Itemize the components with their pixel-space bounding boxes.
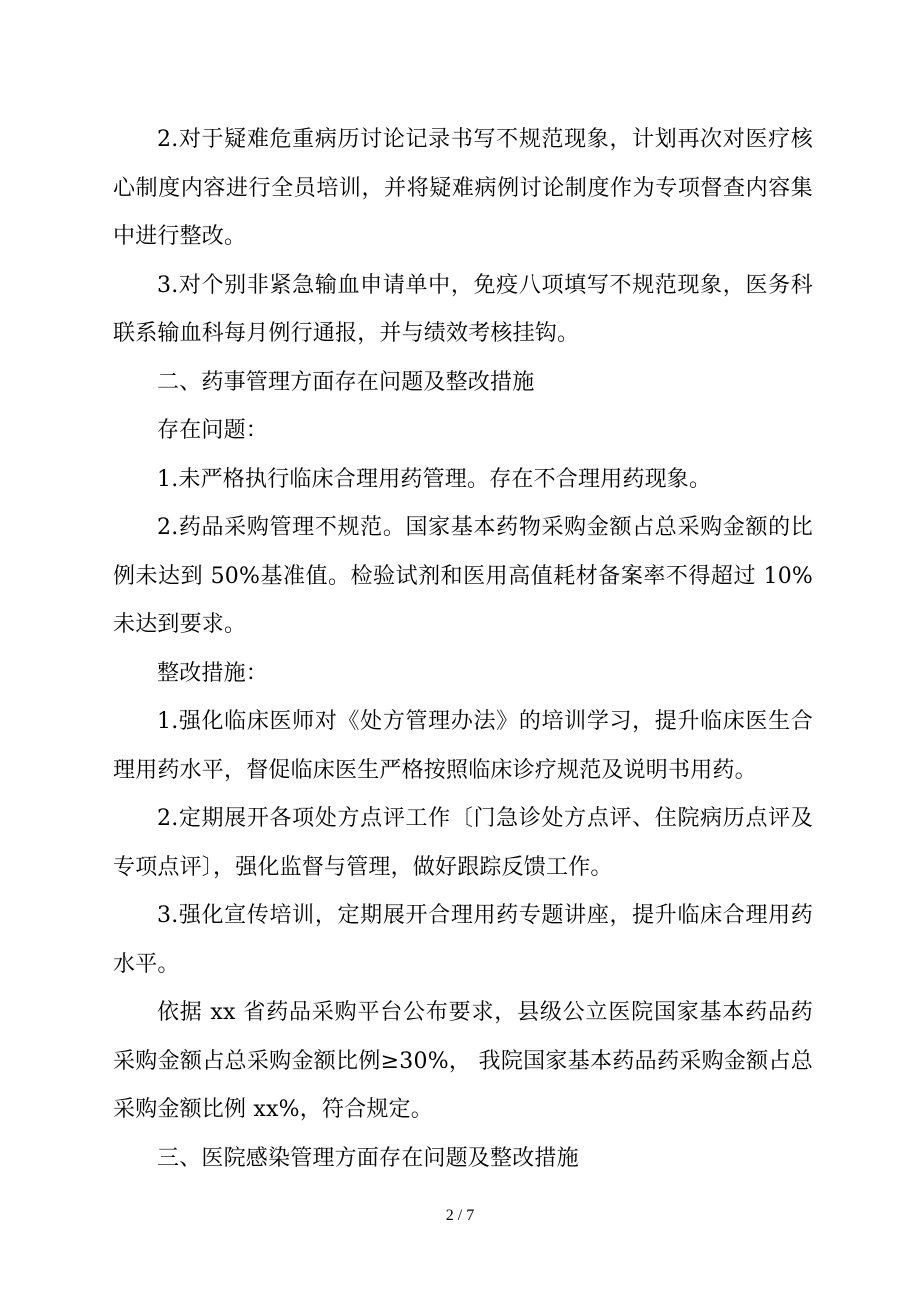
paragraph-2: 3.对个别非紧急输血申请单中，免疫八项填写不规范现象，医务科联系输血科每月例行通报，并与绩效考核挂钩。	[113, 272, 813, 346]
paragraph-7: 3.强化宣传培训，定期展开合理用药专题讲座，提升临床合理用药水平。	[113, 903, 813, 977]
paragraph-5: 1.强化临床医师对《处方管理办法》的培训学习，提升临床医生合理用药水平，督促临床医生严格按照临床诊疗规范及说明书用药。	[113, 709, 813, 783]
paragraph-1: 2.对于疑难危重病历讨论记录书写不规范现象，计划再次对医疗核心制度内容进行全员培训，并将疑难病例讨论制度作为专项督查内容集中进行整改。	[113, 127, 813, 249]
subheading-problems: 存在问题：	[157, 418, 269, 443]
paragraph-6: 2.定期展开各项处方点评工作〔门急诊处方点评、住院病历点评及专项点评〕，强化监督与管理，做好跟踪反馈工作。	[113, 806, 813, 880]
subheading-measures: 整改措施：	[157, 660, 269, 686]
page-number: 2 / 7	[445, 1207, 475, 1224]
paragraph-4: 2.药品采购管理不规范。国家基本药物采购金额占总采购金额的比例未达到 50%基准值。检验试剂和医用高值耗材备案率不得超过 10%未达到要求。	[113, 515, 813, 637]
document-body	[113, 116, 813, 1183]
section-heading-pharmacy: 二、药事管理方面存在问题及整改措施	[157, 369, 535, 395]
paragraph-3: 1.未严格执行临床合理用药管理。存在不合理用药现象。	[157, 466, 712, 492]
section-heading-infection: 三、医院感染管理方面存在问题及整改措施	[157, 1145, 579, 1171]
paragraph-8: 依据 xx 省药品采购平台公布要求，县级公立医院国家基本药品药采购金额占总采购金额比例≥30%， 我院国家基本药品药采购金额占总采购金额比例 xx%，符合规定。	[113, 1000, 813, 1122]
